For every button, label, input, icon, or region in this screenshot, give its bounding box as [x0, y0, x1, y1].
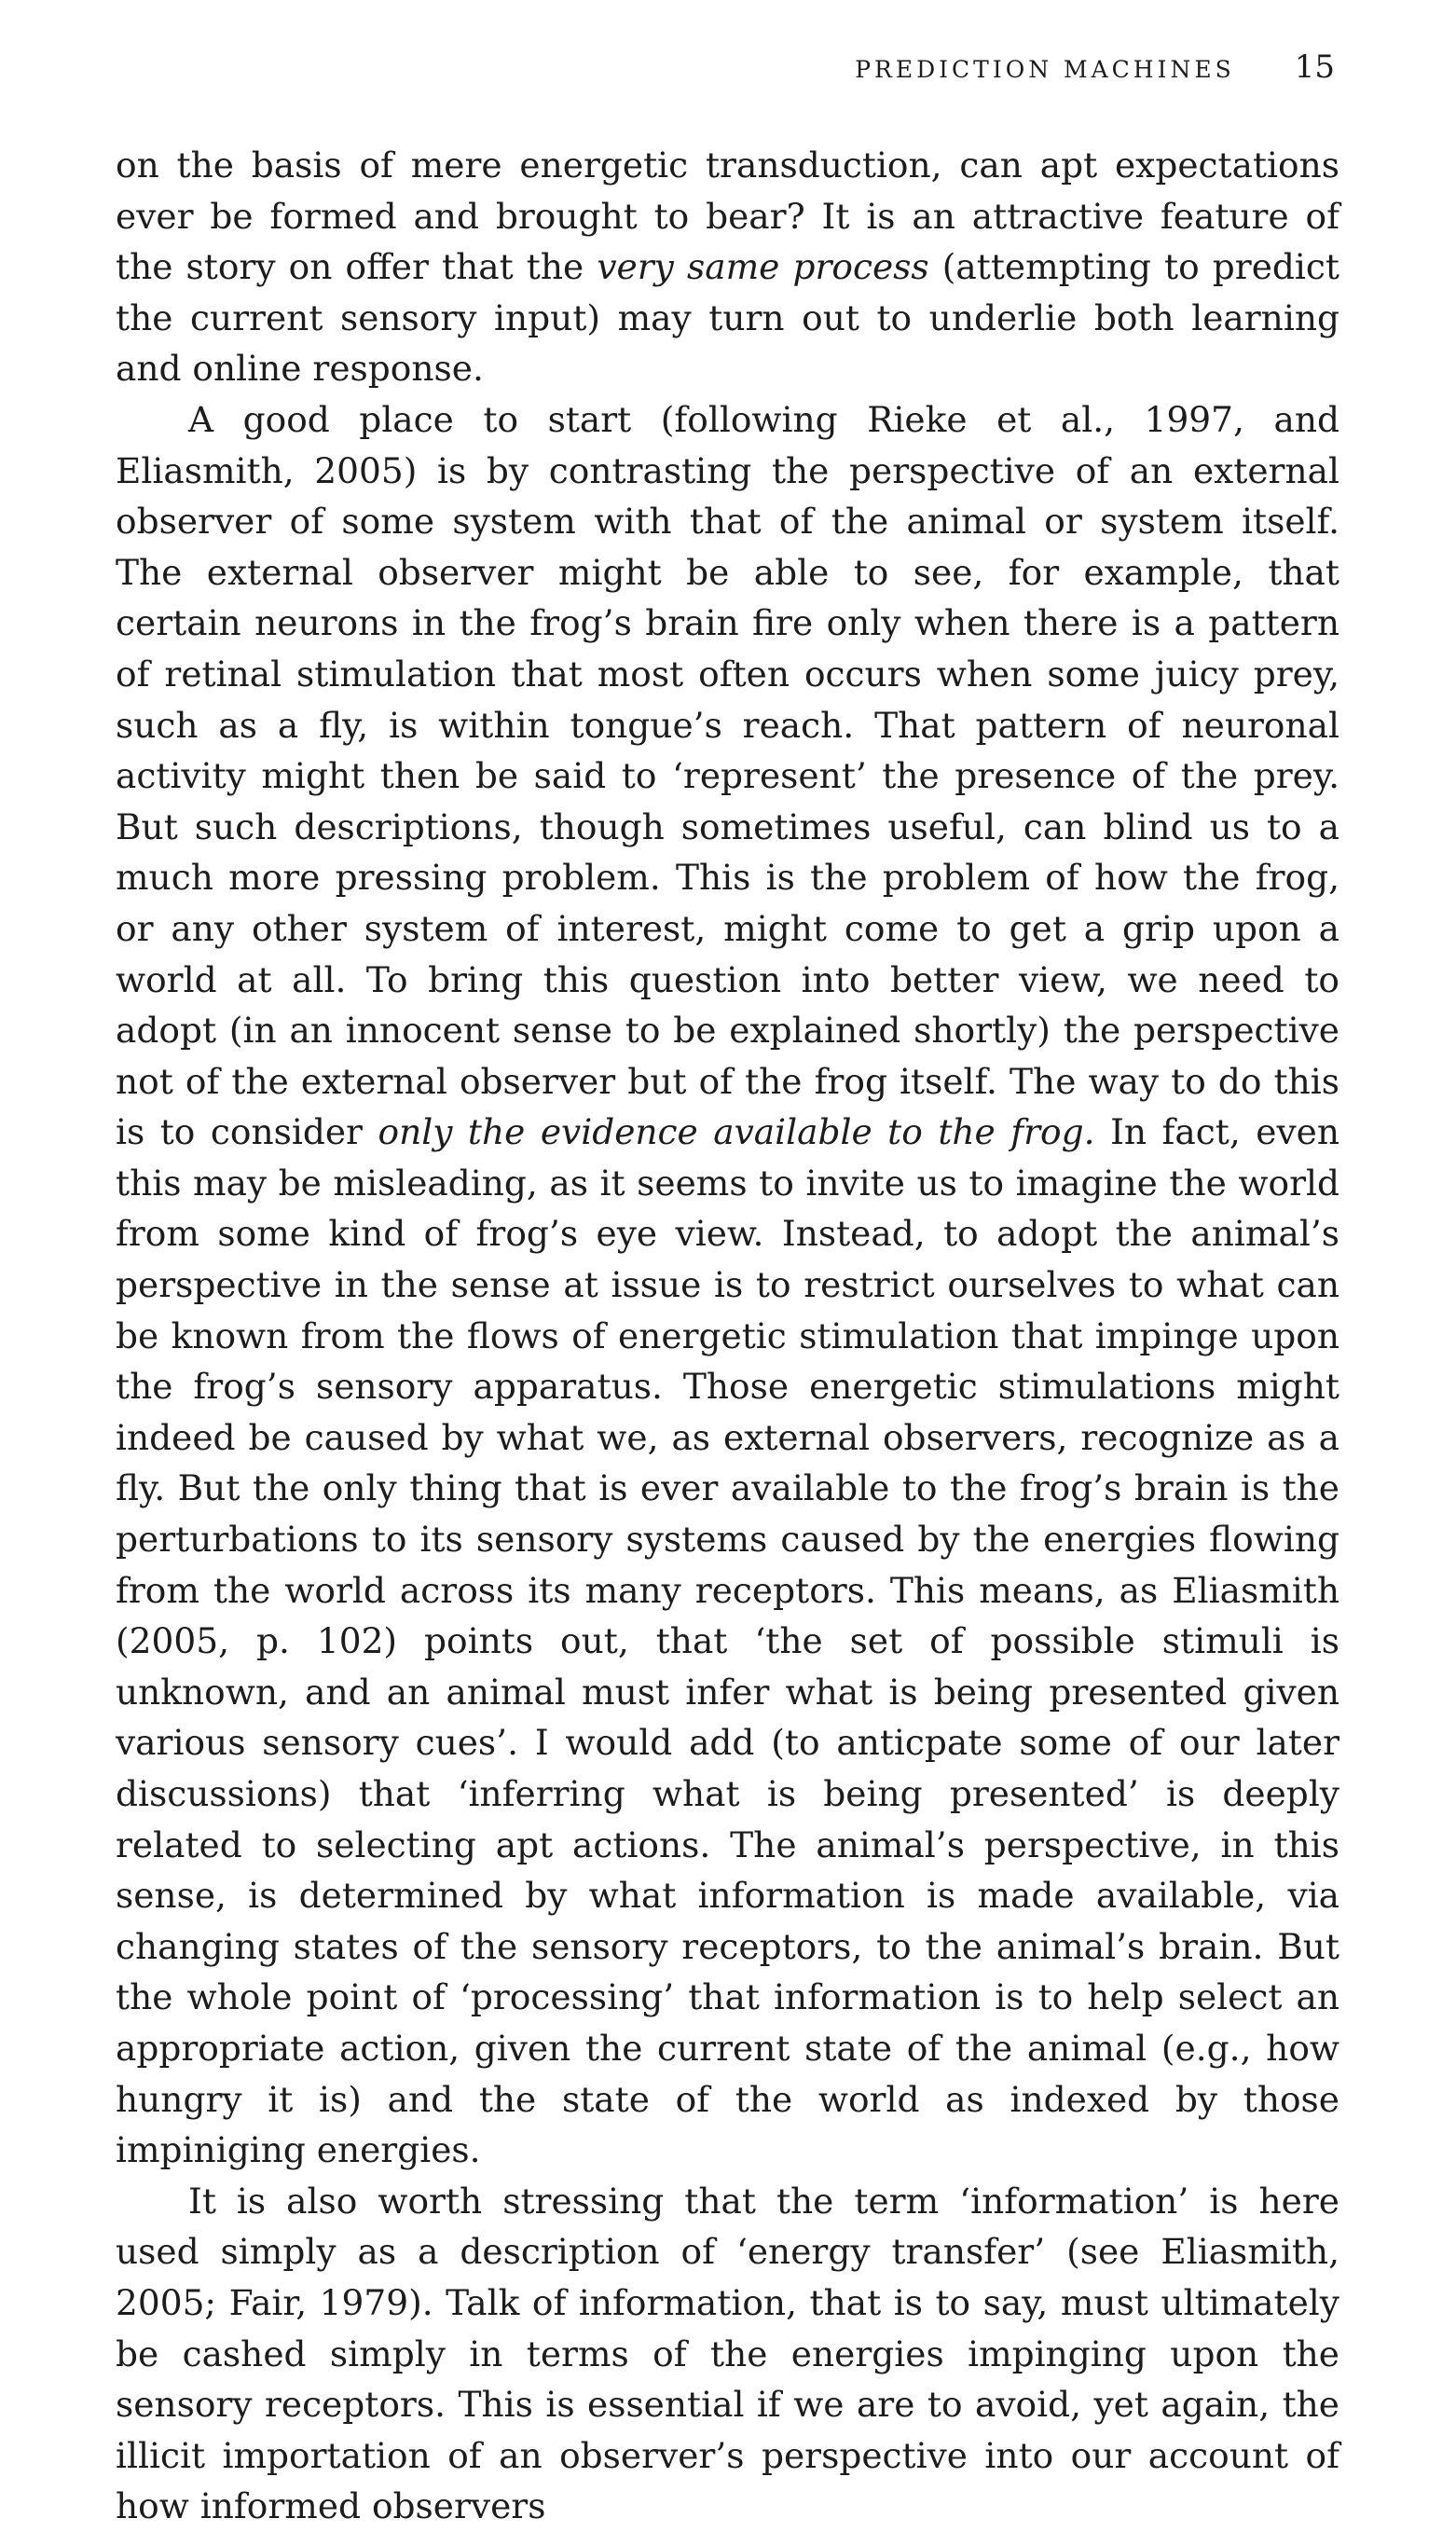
- paragraph-3: [116, 2176, 1339, 2532]
- paragraph-2: [116, 394, 1339, 2176]
- paragraph-2-italic: only the evidence available to the frog.: [378, 1111, 1095, 1153]
- paragraph-1-italic: very same process: [597, 246, 929, 288]
- running-title: PREDICTION MACHINES: [855, 56, 1235, 83]
- paragraph-3-text: It is also worth stressing that the term ‘information’ is here used simply as a description of ‘energy transfer’ (see Eliasmith, 2005; Fair, 1979). Talk of information, that is to say, must ultimately be cashed simply in terms of the energies impinging upon the sensory receptors. This is essential if we are to avoid, yet again, the illicit importation of an observer’s perspective into our account of how informed observers: [116, 2180, 1339, 2527]
- page-number: 15: [1294, 48, 1335, 86]
- paragraph-1-text-continued: (attempting to predict the current sensory input) may turn out to underlie both learning and online response.: [116, 246, 1339, 390]
- paragraph-2-text: A good place to start (following Rieke et al., 1997, and Eliasmith, 2005) is by contrasting the perspective of an external observer of some system with that of the animal or system itself. The external observer might be able to see, for example, that certain neurons in the frog’s brain fire only when there is a pattern of retinal stimulation that most often occurs when some juicy prey, such as a fly, is within tongue’s reach. That pattern of neuronal activity might then be said to ‘represent’ the presence of the prey. But such descriptions, though sometimes useful, can blind us to a much more pressing problem. This is the problem of how the frog, or any other system of interest, might come to get a grip upon a world at all. To bring this question into better view, we need to adopt (in an innocent sense to be explained shortly) the perspective not of the external observer but of the frog itself. The way to do this is to consider: [116, 398, 1339, 1153]
- paragraph-2-text-continued: In fact, even this may be misleading, as it seems to invite us to imagine the world from some kind of frog’s eye view. Instead, to adopt the animal’s perspective in the sense at issue is to restrict ourselves to what can be known from the flows of energetic stimulation that impinge upon the frog’s sensory apparatus. Those energetic stimulations might indeed be caused by what we, as external observers, recognize as a fly. But the only thing that is ever available to the frog’s brain is the perturbations to its sensory systems caused by the energies flowing from the world across its many receptors. This means, as Eliasmith (2005, p. 102) points out, that ‘the set of possible stimuli is unknown, and an animal must infer what is being presented given various sensory cues’. I would add (to anticpate some of our later discussions) that ‘inferring what is being presented’ is deeply related to selecting apt actions. The animal’s perspective, in this sense, is determined by what information is made available, via changing states of the sensory receptors, to the animal’s brain. But the whole point of ‘processing’ that information is to help select an appropriate action, given the current state of the animal (e.g., how hungry it is) and the state of the world as indexed by those impiniging energies.: [116, 1111, 1339, 2171]
- paragraph-1-text: on the basis of mere energetic transduction, can apt expectations ever be formed and brought to bear? It is an attractive feature of the story on offer that the: [116, 144, 1339, 288]
- body-text: [116, 140, 1339, 2532]
- paragraph-1: [116, 140, 1339, 394]
- running-head: [855, 48, 1335, 86]
